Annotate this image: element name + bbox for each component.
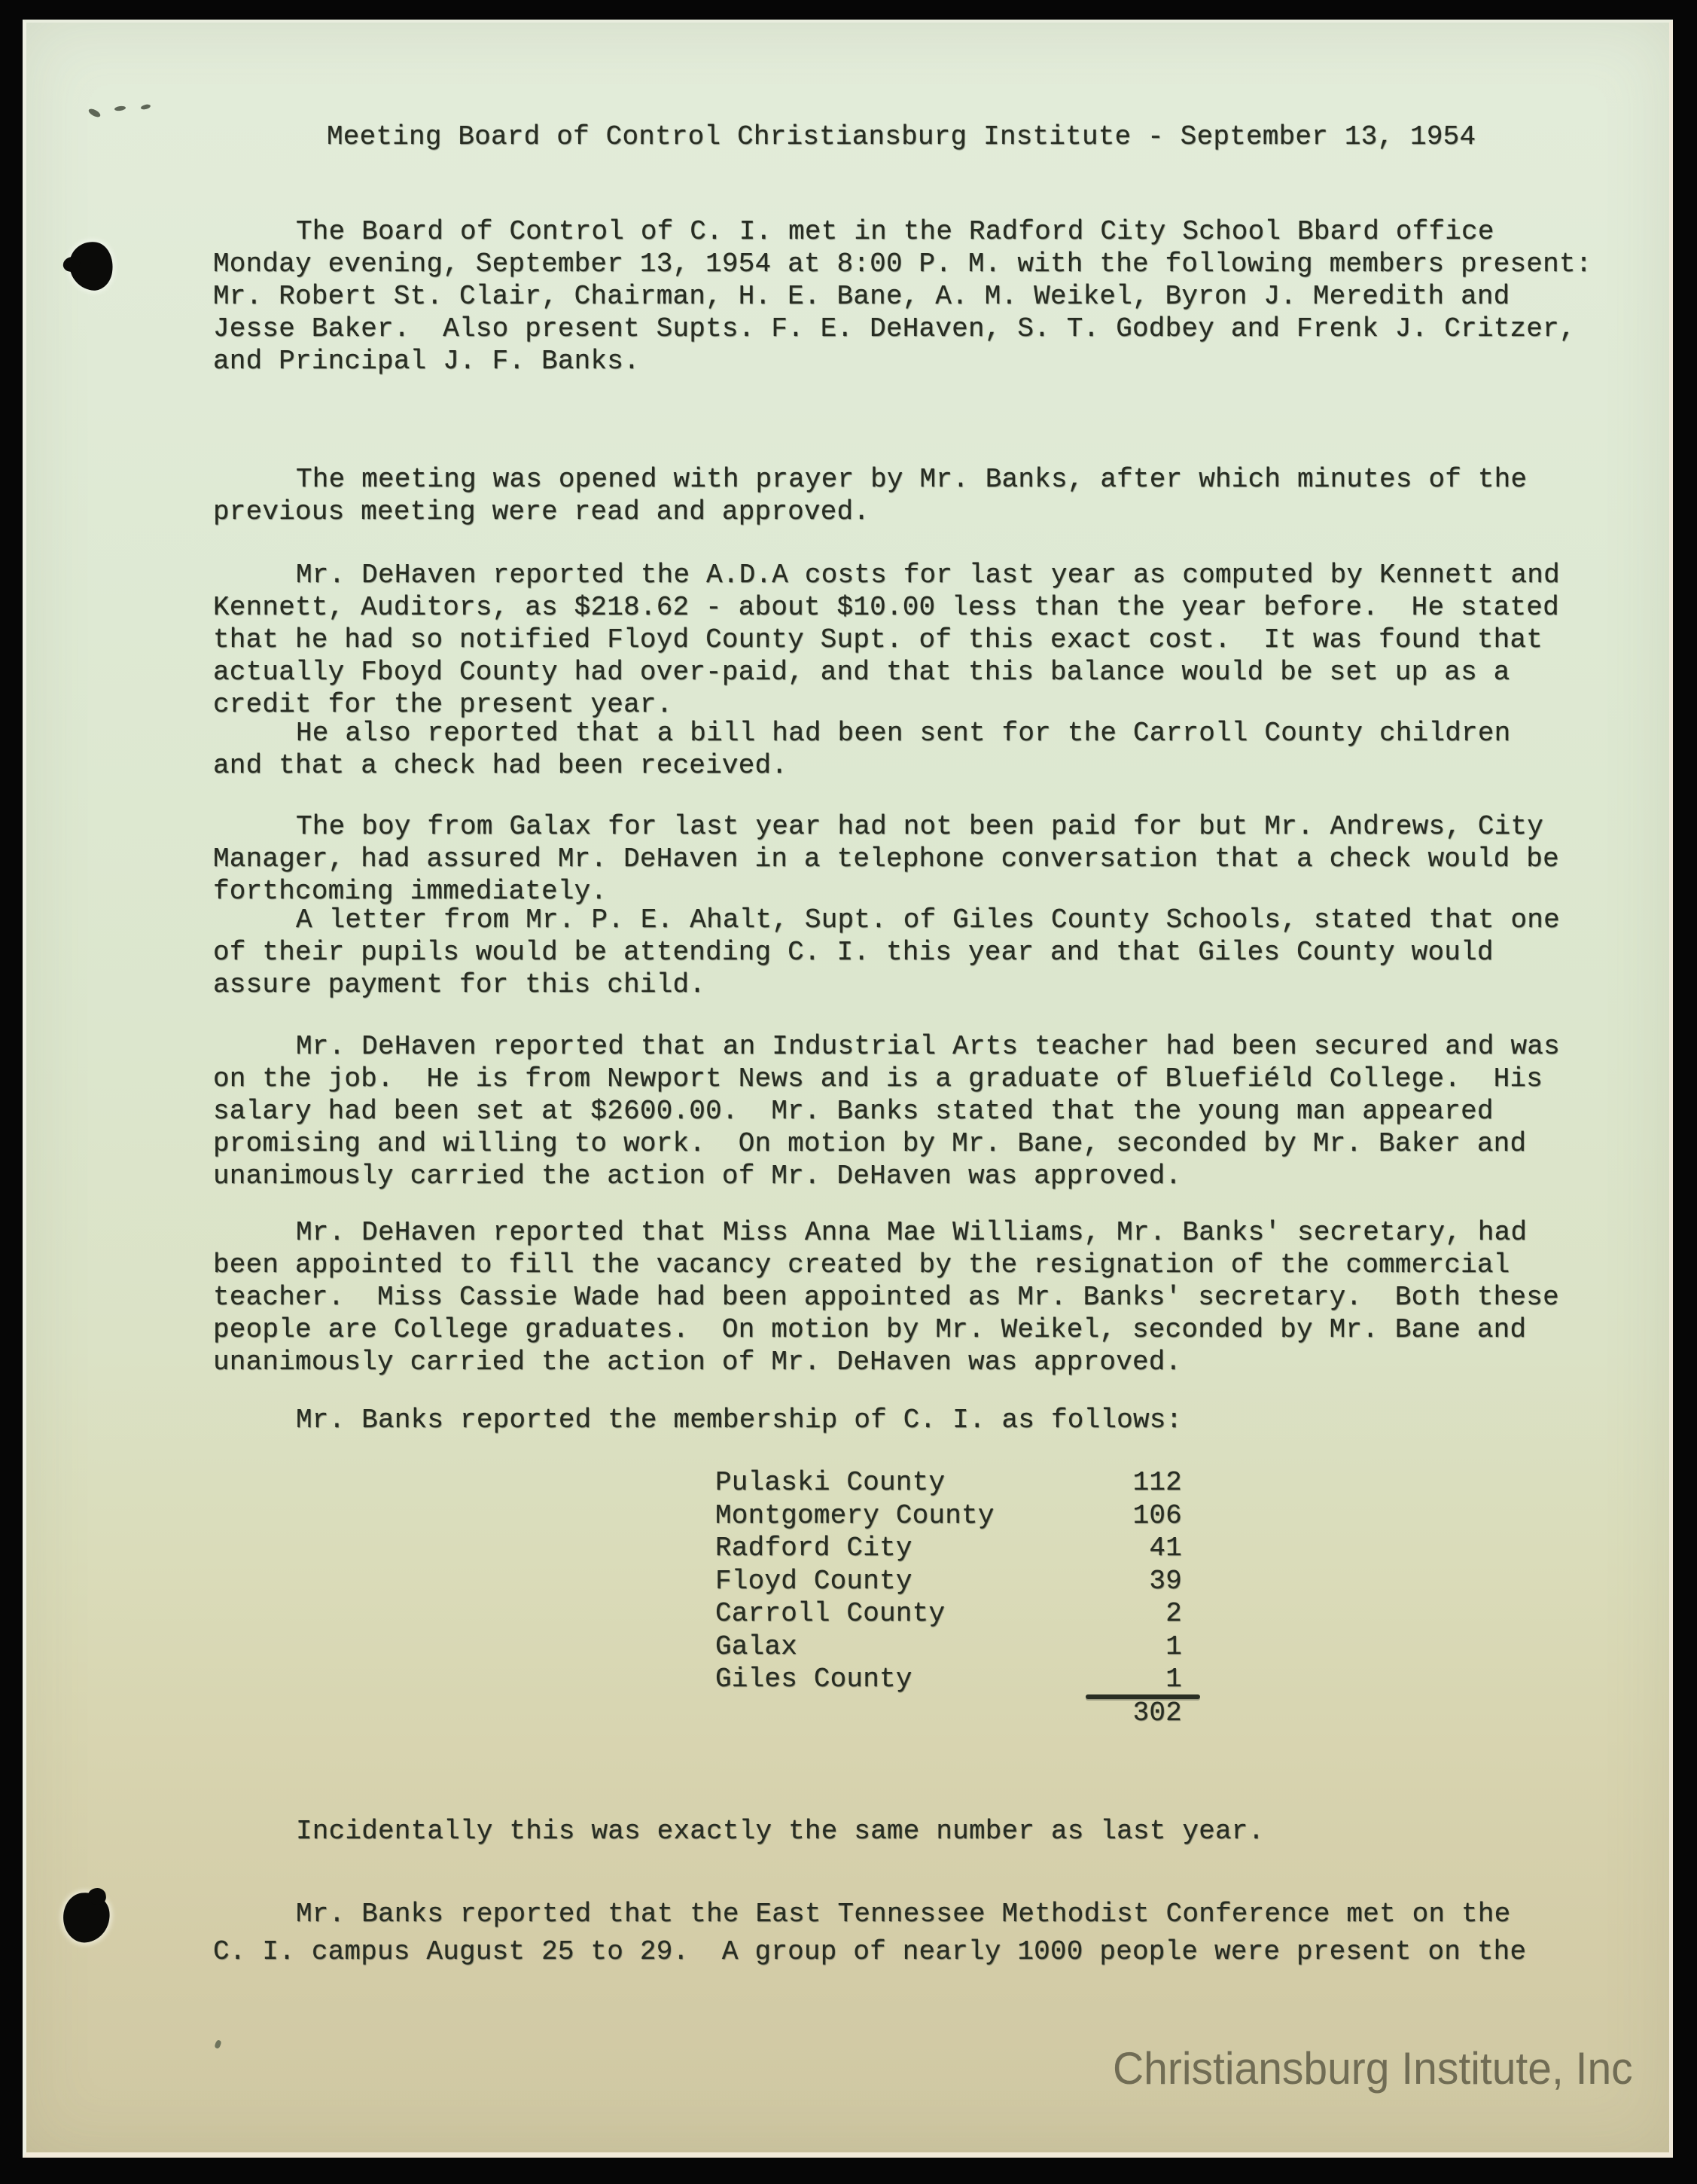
- text-line: The Board of Control of C. I. met in the Radford City School Bbard office: [296, 216, 1494, 247]
- membership-row-value: 106: [1132, 1499, 1182, 1531]
- text-line: and that a check had been received.: [213, 750, 788, 781]
- text-line: A letter from Mr. P. E. Ahalt, Supt. of Giles County Schools, stated that one: [296, 904, 1560, 935]
- text-line: Incidentally this was exactly the same number as last year.: [296, 1816, 1265, 1847]
- text-line: Mr. DeHaven reported the A.D.A costs for last year as computed by Kennett and: [296, 560, 1560, 590]
- membership-row-label: Montgomery County: [715, 1499, 995, 1531]
- document-title: Meeting Board of Control Christiansburg Institute - September 13, 1954: [327, 121, 1476, 152]
- text-line: C. I. campus August 25 to 29. A group of nearly 1000 people were present on the: [213, 1936, 1527, 1967]
- membership-row-label: Pulaski County: [715, 1467, 946, 1498]
- membership-row-value: 1: [1165, 1664, 1182, 1694]
- membership-row-label: Floyd County: [715, 1565, 912, 1597]
- text-line: credit for the present year.: [213, 689, 673, 720]
- text-line: The boy from Galax for last year had not been paid for but Mr. Andrews, City: [296, 811, 1544, 842]
- membership-row-value: 112: [1132, 1467, 1182, 1498]
- text-line: The meeting was opened with prayer by Mr. Banks, after which minutes of the: [296, 464, 1528, 495]
- membership-row-label: Radford City: [715, 1533, 912, 1563]
- text-line: assure payment for this child.: [213, 969, 706, 1000]
- text-line: people are College graduates. On motion by Mr. Weikel, seconded by Mr. Bane and: [213, 1314, 1527, 1345]
- text-line: teacher. Miss Cassie Wade had been appointed as Mr. Banks' secretary. Both these: [213, 1282, 1559, 1313]
- text-line: previous meeting were read and approved.: [213, 496, 870, 527]
- text-line: forthcoming immediately.: [213, 876, 608, 907]
- membership-row-value: 1: [1165, 1630, 1182, 1662]
- membership-row-value: 39: [1149, 1565, 1182, 1597]
- membership-row-value: 41: [1149, 1533, 1182, 1563]
- text-line: promising and willing to work. On motion by Mr. Bane, seconded by Mr. Baker and: [213, 1128, 1527, 1159]
- archive-watermark: Christiansburg Institute, Inc: [1113, 2043, 1633, 2094]
- text-line: Jesse Baker. Also present Supts. F. E. DeHaven, S. T. Godbey and Frenk J. Critzer,: [213, 313, 1576, 344]
- text-line: Monday evening, September 13, 1954 at 8:00 P. M. with the following members present:: [213, 249, 1592, 279]
- text-line: He also reported that a bill had been sent for the Carroll County children: [296, 718, 1511, 749]
- membership-total: 302: [1132, 1697, 1182, 1728]
- text-line: Kennett, Auditors, as $218.62 - about $10.00 less than the year before. He stated: [213, 592, 1559, 623]
- text-line: unanimously carried the action of Mr. DeHaven was approved.: [213, 1347, 1182, 1377]
- text-line: unanimously carried the action of Mr. DeHaven was approved.: [213, 1161, 1182, 1191]
- membership-row-label: Carroll County: [715, 1598, 946, 1629]
- text-line: Mr. DeHaven reported that Miss Anna Mae Williams, Mr. Banks' secretary, had: [296, 1217, 1528, 1248]
- text-line: on the job. He is from Newport News and is a graduate of Bluefiéld College. His: [213, 1063, 1543, 1094]
- text-line: salary had been set at $2600.00. Mr. Banks stated that the young man appeared: [213, 1096, 1494, 1127]
- text-line: Mr. DeHaven reported that an Industrial Arts teacher had been secured and was: [296, 1031, 1560, 1062]
- text-line: actually Fboyd County had over-paid, and that this balance would be set up as a: [213, 657, 1510, 688]
- text-line: and Principal J. F. Banks.: [213, 346, 640, 377]
- text-line: of their pupils would be attending C. I. this year and that Giles County would: [213, 937, 1494, 968]
- text-line: Manager, had assured Mr. DeHaven in a telephone conversation that a check would be: [213, 843, 1559, 874]
- text-line: that he had so notified Floyd County Supt. of this exact cost. It was found that: [213, 624, 1543, 655]
- membership-row-label: Giles County: [715, 1664, 912, 1694]
- text-line: Mr. Banks reported the membership of C. I. as follows:: [296, 1405, 1183, 1435]
- membership-row-value: 2: [1165, 1598, 1182, 1629]
- text-line: Mr. Banks reported that the East Tennessee Methodist Conference met on the: [296, 1899, 1511, 1929]
- text-line: been appointed to fill the vacancy created by the resignation of the commercial: [213, 1249, 1510, 1280]
- membership-row-label: Galax: [715, 1630, 798, 1662]
- text-line: Mr. Robert St. Clair, Chairman, H. E. Bane, A. M. Weikel, Byron J. Meredith and: [213, 281, 1510, 312]
